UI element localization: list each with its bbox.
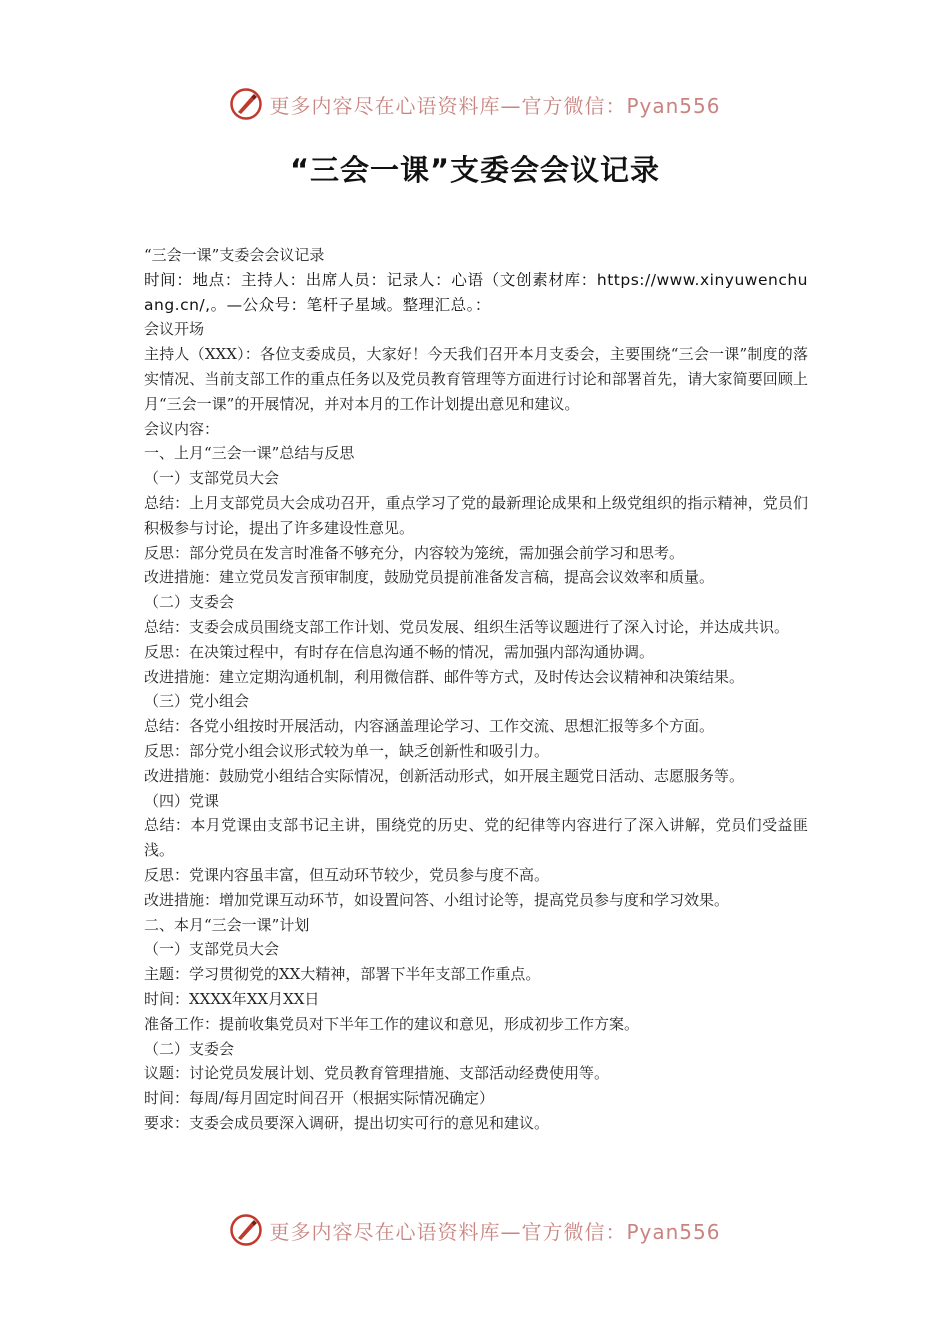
- paragraph: 一、上月“三会一课”总结与反思: [144, 444, 355, 463]
- paragraph: （二）支委会: [144, 1039, 235, 1058]
- paragraph: （四）党课: [144, 791, 220, 810]
- paragraph: 反思：在决策过程中，有时存在信息沟通不畅的情况，需加强内部沟通协调。: [144, 642, 655, 661]
- paragraph: 总结：支委会成员围绕支部工作计划、党员发展、组织生活等议题进行了深入讨论，并达成共识。: [144, 617, 790, 636]
- paragraph: 准备工作：提前收集党员对下半年工作的建议和意见，形成初步工作方案。: [144, 1014, 640, 1033]
- paragraph: （三）党小组会: [144, 692, 250, 711]
- paragraph: 改进措施：建立定期沟通机制，利用微信群、邮件等方式，及时传达会议精神和决策结果。: [144, 667, 745, 686]
- paragraph: 要求：支委会成员要深入调研，提出切实可行的意见和建议。: [144, 1113, 550, 1132]
- paragraph: 二、本月“三会一课”计划: [144, 915, 310, 934]
- document-title: “三会一课”支委会会议记录: [289, 153, 661, 187]
- watermark-banner-top: [0, 82, 950, 126]
- watermark-text: 更多内容尽在心语资料库—官方微信：Pyan556: [269, 93, 721, 118]
- paragraph: 会议内容：: [144, 419, 220, 438]
- paragraph: 反思：党课内容虽丰富，但互动环节较少，党员参与度不高。: [144, 865, 550, 884]
- paragraph: 总结：各党小组按时开展活动，内容涵盖理论学习、工作交流、思想汇报等多个方面。: [144, 717, 715, 736]
- document-subtitle: “三会一课”支委会会议记录: [144, 246, 325, 264]
- paragraph: （一）支部党员大会: [144, 469, 280, 488]
- paragraph: 会议开场: [144, 320, 205, 339]
- paragraph: 议题：讨论党员发展计划、党员教育管理措施、支部活动经费使用等。: [144, 1064, 610, 1083]
- meeting-meta-line: 时间：地点：主持人：出席人员：记录人：心语（文创素材库：https://www.xinyuwenchuang.cn/,。—公众号：笔杆子星域。整理汇总。：: [144, 270, 808, 314]
- paragraph: 时间：每周/每月固定时间召开（根据实际情况确定）: [144, 1089, 495, 1108]
- paragraph: 主持人（XXX）：各位支委成员，大家好！今天我们召开本月支委会，主要围绕“三会一课”制度的落实情况、当前支部工作的重点任务以及党员教育管理等方面进行讨论和部署首先，请大家简要回顾上月“三会一课”的开展情况，并对本月的工作计划提出意见和建议。: [144, 345, 808, 413]
- paragraph: 改进措施：增加党课互动环节，如设置问答、小组讨论等，提高党员参与度和学习效果。: [144, 890, 730, 909]
- paragraph: 改进措施：鼓励党小组结合实际情况，创新活动形式，如开展主题党日活动、志愿服务等。: [144, 766, 745, 785]
- watermark-text: 更多内容尽在心语资料库—官方微信：Pyan556: [269, 1219, 721, 1244]
- paragraph: 时间：XXXX年XX月XX日: [144, 989, 320, 1008]
- paragraph: （二）支委会: [144, 593, 235, 612]
- paragraph: 改进措施：建立党员发言预审制度，鼓励党员提前准备发言稿，提高会议效率和质量。: [144, 568, 715, 587]
- paragraph: 总结：上月支部党员大会成功召开，重点学习了党的最新理论成果和上级党组织的指示精神，党员们积极参与讨论，提出了许多建设性意见。: [144, 493, 808, 537]
- paragraph: （一）支部党员大会: [144, 940, 280, 959]
- watermark-banner-bottom: [0, 1208, 950, 1252]
- document-body: [144, 243, 808, 1136]
- paragraph: 反思：部分党员在发言时准备不够充分，内容较为笼统，需加强会前学习和思考。: [144, 543, 685, 562]
- pen-logo-icon: [229, 87, 263, 121]
- pen-logo-icon: [229, 1213, 263, 1247]
- paragraph: 主题：学习贯彻党的XX大精神，部署下半年支部工作重点。: [144, 965, 541, 984]
- paragraph: 反思：部分党小组会议形式较为单一，缺乏创新性和吸引力。: [144, 741, 550, 760]
- paragraph: 总结：本月党课由支部书记主讲，围绕党的历史、党的纪律等内容进行了深入讲解，党员们受益匪浅。: [144, 816, 808, 860]
